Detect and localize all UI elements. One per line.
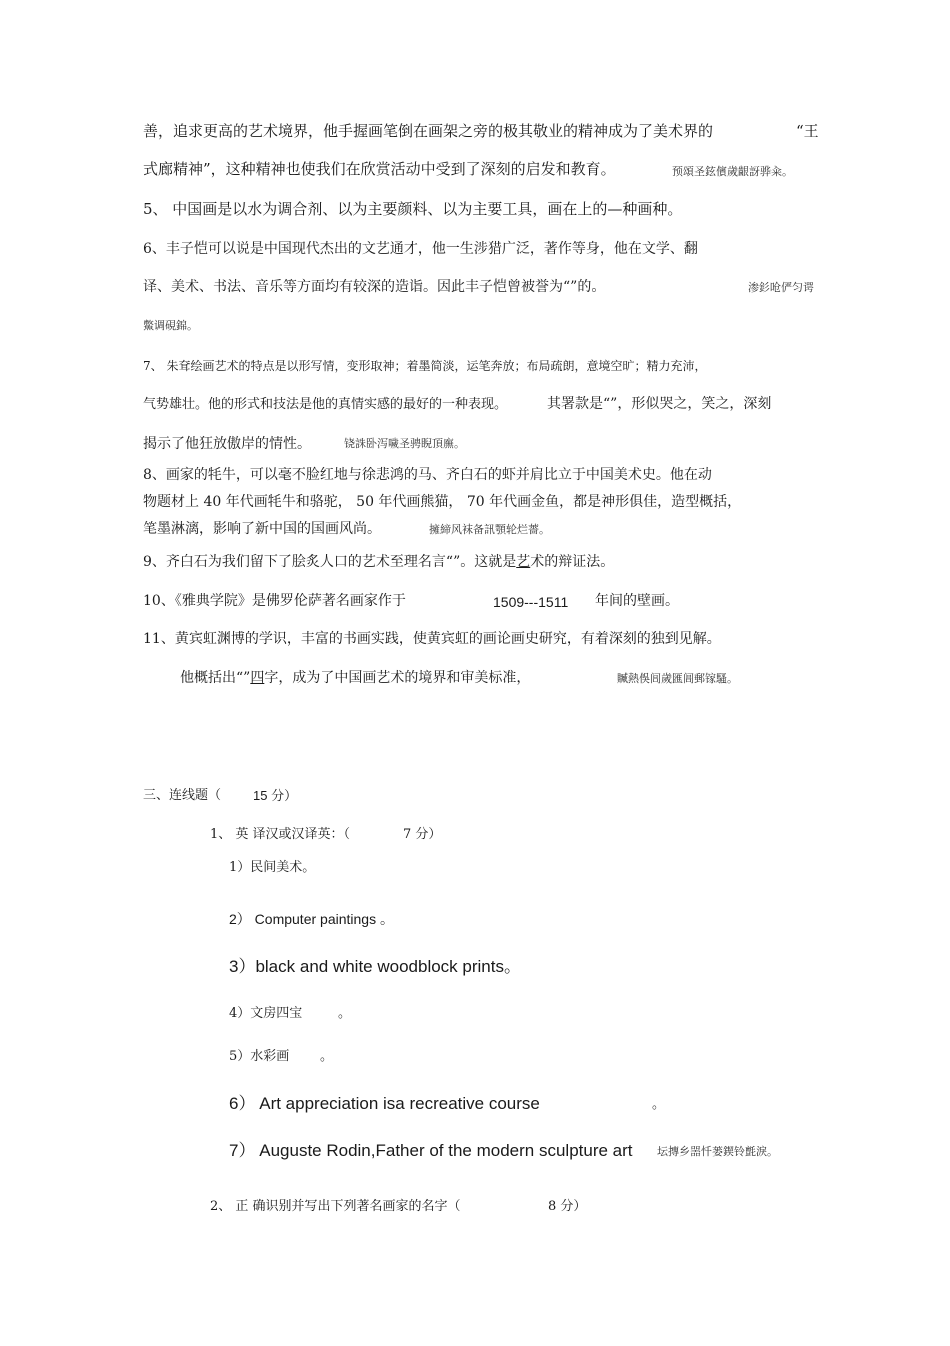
question-10-years: 1509---1511	[493, 594, 569, 610]
paragraph-line: 善，追求更高的艺术境界，他手握画笔倒在画架之旁的极其敬业的精神成为了美术界的	[143, 122, 714, 140]
garbled-text: 贓熱俁闾歲匯阊郵镓騷。	[617, 672, 738, 685]
paragraph-line: “王	[796, 122, 819, 140]
list-item: 6） Art appreciation isa recreative course	[229, 1094, 540, 1113]
list-item: 7） Auguste Rodin,Father of the modern sculpture art	[229, 1141, 633, 1160]
question-8-line-3: 笔墨淋漓，影响了新中国的国画风尚。	[143, 521, 381, 537]
list-item: 2） Computer paintings 。	[229, 911, 394, 927]
question-7-line-1: 7、 朱耷绘画艺术的特点是以形写情，变形取神；着墨简淡，运笔奔放；布局疏朗，意境空旷；精力充沛，	[143, 359, 707, 373]
question-11-text: 他概括出“”	[180, 670, 251, 686]
garbled-text: 坛摶乡噐忏蒌鍥铃氈淚。	[657, 1145, 778, 1158]
question-7-line-3: 揭示了他狂放傲岸的情性。	[143, 436, 311, 452]
garbled-text: 预頌圣鉉儐歲齦訝骅籴。	[672, 165, 793, 178]
list-item-tail: 。	[320, 1049, 334, 1064]
part-2-label: 2、 正 确识别并写出下列著名画家的名字（	[210, 1199, 461, 1214]
garbled-text: 铙誅卧泻噦圣骋睨頂廡。	[344, 437, 465, 450]
question-11-text-end: 字，成为了中国画艺术的境界和审美标准，	[264, 670, 531, 686]
part-1-score: 7 分）	[403, 827, 442, 842]
question-9-text: 9、齐白石为我们留下了脍炙人口的艺术至理名言“”。这就是	[143, 554, 517, 570]
question-11-line-1: 11、黄宾虹渊博的学识，丰富的书画实践，使黄宾虹的画论画史研究，有着深刻的独到见解。	[143, 631, 721, 647]
underlined-char: 四	[250, 670, 265, 686]
list-item: 3）black and white woodblock prints。	[229, 957, 521, 976]
question-7-line-2: 气势雄壮。他的形式和技法是他的真情实感的最好的一种表现。	[143, 397, 508, 412]
list-item: 1）民间美术。	[229, 860, 316, 875]
list-item-tail: 。	[652, 1097, 666, 1112]
question-9	[143, 555, 614, 569]
garbled-text: 擁締风袜备訊顎轮烂薔。	[429, 523, 550, 536]
question-7-line-2b: 其署款是“”，形似哭之，笑之，深刻	[547, 396, 772, 412]
garbled-text: 鱉调硯錦。	[143, 319, 198, 332]
question-10: 10、《雅典学院》是佛罗伦萨著名画家作于	[143, 593, 406, 609]
garbled-text: 渗釤呛俨匀谔	[748, 281, 814, 294]
part-1-label: 1、 英 译汉或汉译英：（	[210, 827, 351, 842]
question-5: 5、 中国画是以水为调合剂、以为主要颜料、以为主要工具，画在上的—种画种。	[143, 200, 683, 218]
list-item-tail: 。	[338, 1006, 352, 1021]
question-8-line-2: 物题材上 40 年代画牦牛和骆驼， 50 年代画熊猫， 70 年代画金鱼，都是神形俱佳，造型概括，	[143, 494, 742, 510]
section-3-score: 15 分）	[253, 788, 298, 803]
underlined-char: 艺	[516, 554, 531, 570]
question-8-line-1: 8、画家的牦牛，可以毫不脸红地与徐悲鸿的马、齐白石的虾并肩比立于中国美术史。他在动	[143, 467, 712, 483]
list-item: 4）文房四宝	[229, 1006, 303, 1021]
question-6-line-1: 6、丰子恺可以说是中国现代杰出的文艺通才，他一生涉猎广泛，著作等身，他在文学、翻	[143, 241, 698, 257]
part-2-score: 8 分）	[548, 1199, 587, 1214]
question-10-end: 年间的壁画。	[595, 593, 679, 609]
question-6-line-2: 译、美术、书法、音乐等方面均有较深的造诣。因此丰子恺曾被誉为“”的。	[143, 279, 606, 295]
question-11-line-2	[180, 671, 530, 685]
list-item: 5）水彩画	[229, 1049, 290, 1064]
paragraph-line: 式廊精神”，这种精神也使我们在欣赏活动中受到了深刻的启发和教育。	[143, 160, 616, 178]
question-9-text-end: 术的辩证法。	[530, 554, 615, 570]
section-3-title: 三、连线题（	[143, 788, 222, 803]
